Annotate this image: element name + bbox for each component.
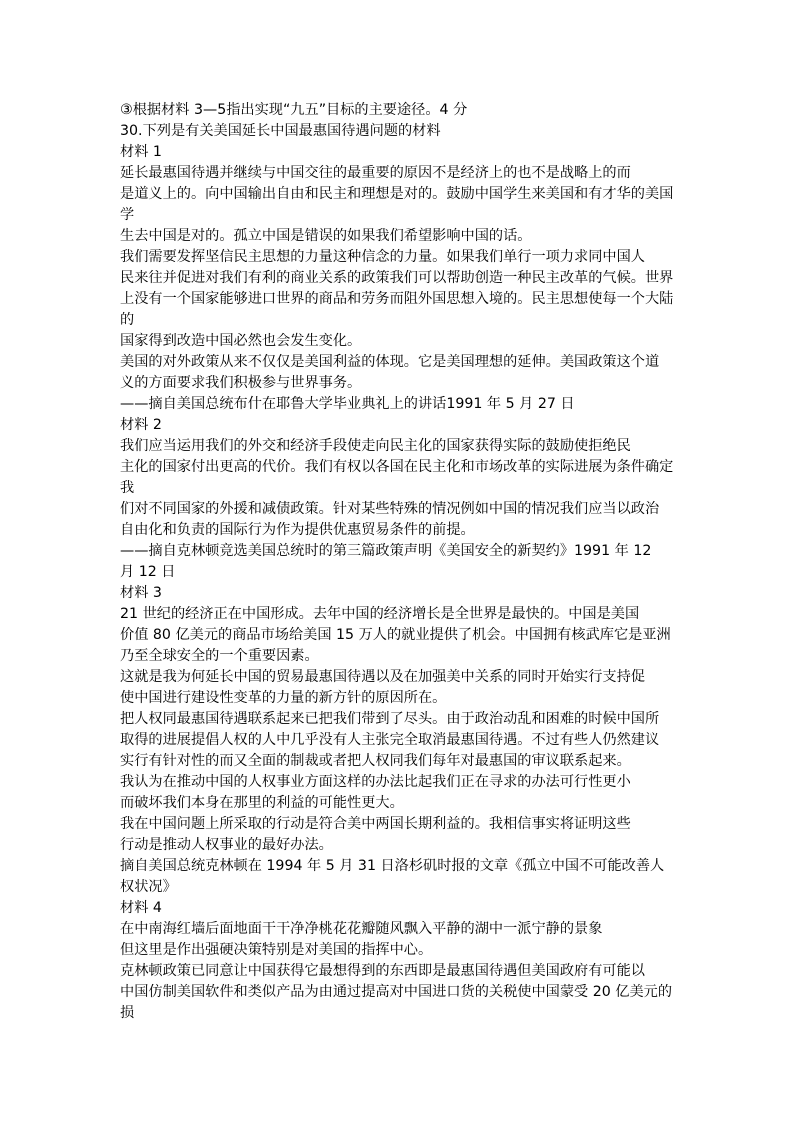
material-4-text-line: 但这里是作出强硬决策特别是对美国的指挥中心。 [120,942,433,958]
material-3-heading: 材料 3 [120,585,162,601]
question-30-title: 30.下列是有关美国延长中国最惠国待遇问题的材料 [120,123,441,139]
material-3-source: 权状况》 [120,879,177,895]
material-1-text-line: 义的方面要求我们积极参与世界事务。 [120,375,362,391]
material-3-text-line: 取得的进展提倡人权的人中几乎没有人主张完全取消最惠国待遇。不过有些人仍然建议 [120,732,660,748]
material-3-text-line: 价值 80 亿美元的商品市场给美国 15 万人的就业提供了机会。中国拥有核武库它是亚洲 [120,627,671,643]
material-3-text-line: 行动是推动人权事业的最好办法。 [120,837,333,853]
material-1-text-line: 国家得到改造中国必然也会发生变化。 [120,333,362,349]
document-body [120,100,680,1024]
material-2-text-line: 主化的国家付出更高的代价。我们有权以各国在民主化和市场改革的实际进展为条件确定 [120,459,674,475]
material-3-text-line: 21 世纪的经济正在中国形成。去年中国的经济增长是全世界是最快的。中国是美国 [120,606,640,622]
material-2-text-line: 我 [120,480,135,496]
material-4-text-line: 克林顿政策已同意让中国获得它最想得到的东西即是最惠国待遇但美国政府有可能以 [120,963,645,979]
material-1-text-line: 是道义上的。向中国输出自由和民主和理想是对的。鼓励中国学生来美国和有才华的美国 [120,186,674,202]
material-2-text-line: 们对不同国家的外援和减债政策。针对某些特殊的情况例如中国的情况我们应当以政治 [120,501,660,517]
material-3-text-line: 使中国进行建设性变革的力量的新方针的原因所在。 [120,690,447,706]
material-2-source: 月 12 日 [120,564,176,580]
material-3-text-line: 乃至全球安全的一个重要因素。 [120,648,319,664]
material-2-source: ——摘自克林顿竞选美国总统时的第三篇政策声明《美国安全的新契约》1991 年 12 [120,543,652,559]
material-3-text-line: 而破坏我们本身在那里的利益的可能性更大。 [120,795,404,811]
question-3-line: ③根据材料 3—5指出实现“九五”目标的主要途径。4 分 [120,102,468,118]
material-4-text-line: 损 [120,1005,135,1021]
material-3-text-line: 我在中国问题上所采取的行动是符合美中两国长期利益的。我相信事实将证明这些 [120,816,631,832]
material-4-text-line: 中国仿制美国软件和类似产品为由通过提高对中国进口货的关税使中国蒙受 20 亿美元的 [120,984,673,1000]
material-1-text-line: 美国的对外政策从来不仅仅是美国利益的体现。它是美国理想的延伸。美国政策这个道 [120,354,660,370]
material-3-text-line: 我认为在推动中国的人权事业方面这样的办法比起我们正在寻求的办法可行性更小 [120,774,631,790]
material-3-text-line: 这就是我为何延长中国的贸易最惠国待遇以及在加强美中关系的同时开始实行支持促 [120,669,645,685]
material-1-text-line: 我们需要发挥坚信民主思想的力量这种信念的力量。如果我们单行一项力求同中国人 [120,249,645,265]
material-1-text-line: 生去中国是对的。孤立中国是错误的如果我们希望影响中国的话。 [120,228,532,244]
material-2-heading: 材料 2 [120,417,162,433]
material-1-text-line: 学 [120,207,135,223]
material-1-text-line: 延长最惠国待遇并继续与中国交往的最重要的原因不是经济上的也不是战略上的而 [120,165,631,181]
material-1-source: ——摘自美国总统布什在耶鲁大学毕业典礼上的讲话1991 年 5 月 27 日 [120,396,575,412]
material-1-text-line: 民来往并促进对我们有利的商业关系的政策我们可以帮助创造一种民主改革的气候。世界 [120,270,674,286]
material-2-text-line: 自由化和负责的国际行为作为提供优惠贸易条件的前提。 [120,522,475,538]
material-3-text-line: 把人权同最惠国待遇联系起来已把我们带到了尽头。由于政治动乱和困难的时候中国所 [120,711,660,727]
material-1-text-line: 上没有一个国家能够进口世界的商品和劳务而阻外国思想入境的。民主思想使每一个大陆 [120,291,674,307]
material-4-text-line: 在中南海红墙后面地面干干净净桃花花瓣随风飘入平静的湖中一派宁静的景象 [120,921,603,937]
material-1-text-line: 的 [120,312,135,328]
material-2-text-line: 我们应当运用我们的外交和经济手段使走向民主化的国家获得实际的鼓励使拒绝民 [120,438,631,454]
material-3-source: 摘自美国总统克林顿在 1994 年 5 月 31 日洛杉矶时报的文章《孤立中国不可能改善人 [120,858,665,874]
material-1-heading: 材料 1 [120,144,162,160]
material-4-heading: 材料 4 [120,900,162,916]
material-3-text-line: 实行有针对性的而又全面的制裁或者把人权同我们每年对最惠国的审议联系起来。 [120,753,631,769]
